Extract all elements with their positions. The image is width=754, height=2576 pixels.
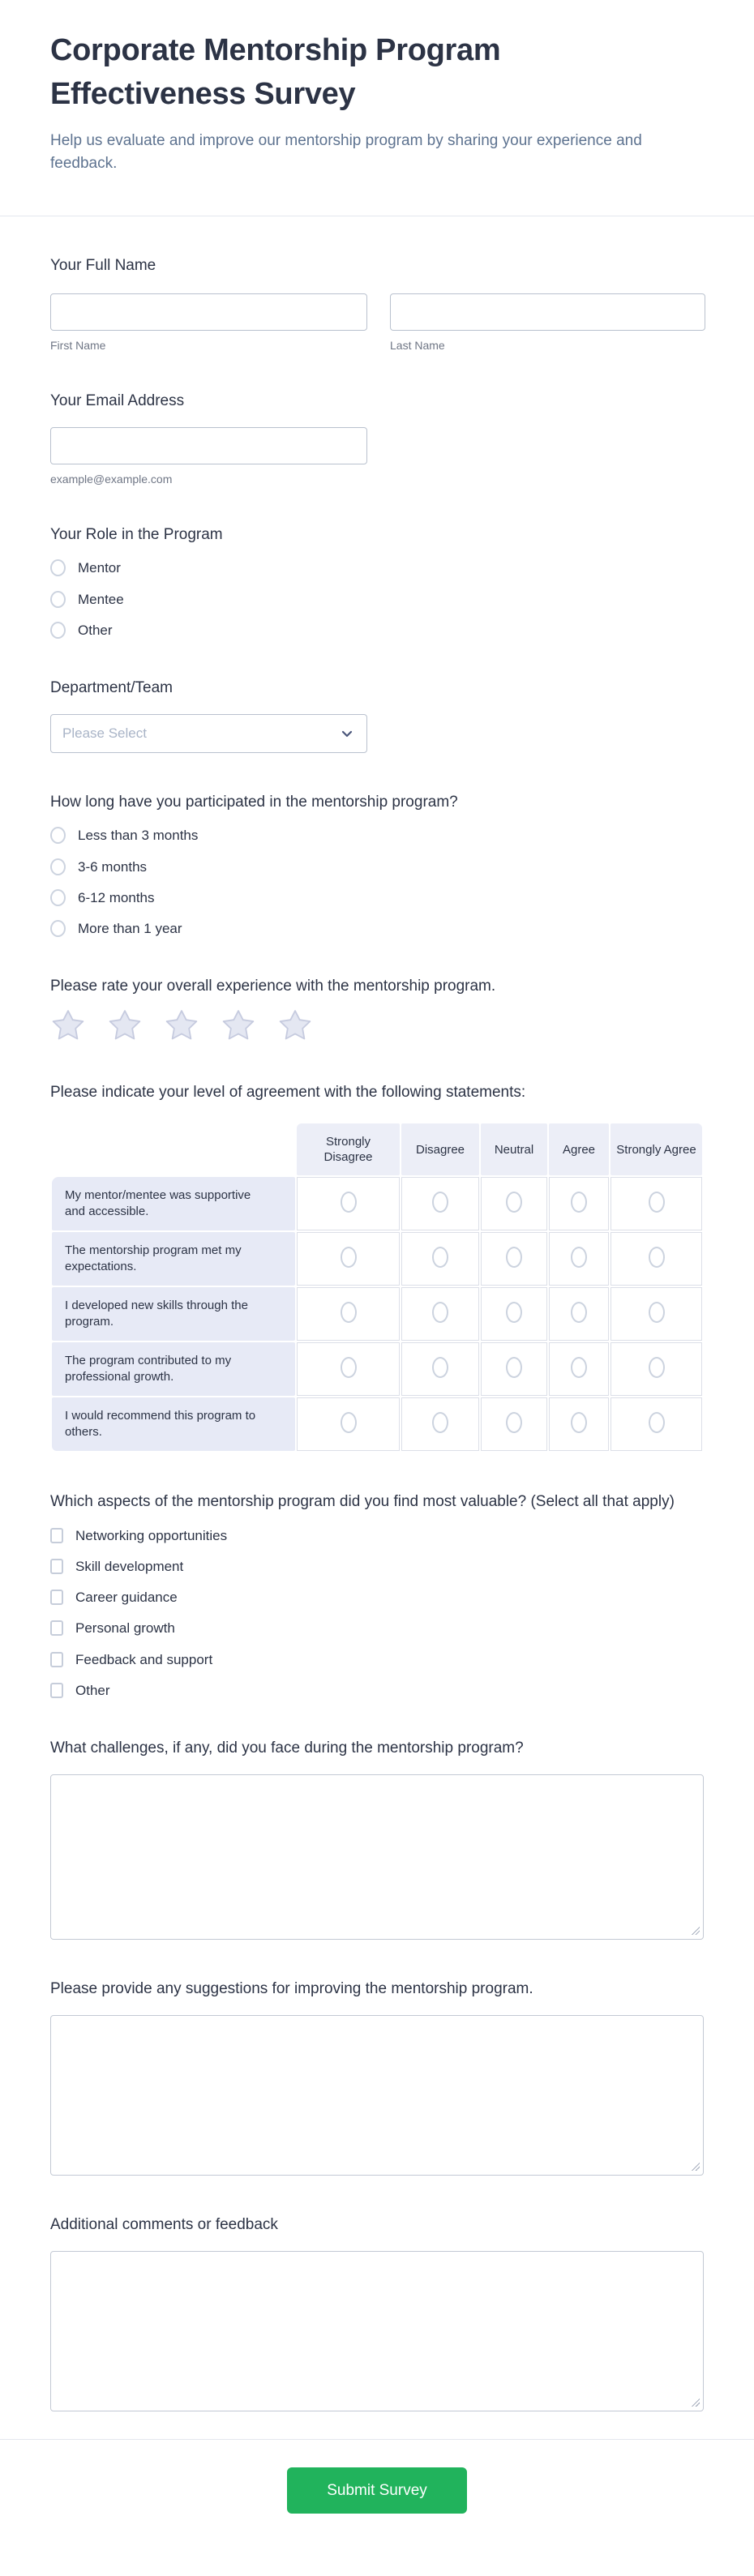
aspects-label: Which aspects of the mentorship program did you find most valuable? (Select all that apply) [50,1493,675,1511]
duration-radio-option[interactable] [50,920,704,937]
radio-option-label: Mentee [78,591,124,607]
matrix-radio-icon[interactable] [341,1412,357,1433]
matrix-column-header: Disagree [401,1123,479,1175]
checkbox-icon[interactable] [50,1683,63,1698]
resize-grip-icon[interactable] [692,2163,700,2171]
radio-button-icon[interactable] [50,559,66,576]
matrix-column-header: Agree [549,1123,609,1175]
matrix-radio-icon[interactable] [571,1302,587,1323]
matrix-radio-icon[interactable] [432,1412,448,1433]
matrix-radio-icon[interactable] [341,1302,357,1323]
checkbox-option-label: Feedback and support [75,1651,213,1667]
matrix-cell[interactable] [297,1342,400,1396]
matrix-row [52,1342,702,1396]
submit-survey-button[interactable]: Submit Survey [287,2467,467,2514]
checkbox-icon[interactable] [50,1590,63,1605]
matrix-row-label: The program contributed to my professional growth. [52,1342,295,1396]
matrix-cell[interactable] [610,1232,702,1286]
question-full-name [0,255,754,352]
matrix-cell[interactable] [549,1177,609,1230]
role-options [50,559,704,639]
matrix-cell[interactable] [481,1177,547,1230]
first-name-field [50,293,367,352]
aspect-checkbox-option[interactable] [50,1651,704,1668]
matrix-radio-icon[interactable] [432,1357,448,1378]
matrix-cell[interactable] [297,1397,400,1451]
last-name-input[interactable] [390,293,705,331]
challenges-textarea-wrap [50,1774,704,1940]
aspect-checkbox-option[interactable] [50,1589,704,1606]
matrix-cell[interactable] [297,1287,400,1341]
email-label: Your Email Address [50,392,185,410]
matrix-column-header: Neutral [481,1123,547,1175]
email-input[interactable] [50,427,367,464]
matrix-cell[interactable] [297,1232,400,1286]
duration-radio-option[interactable] [50,827,704,844]
checkbox-icon[interactable] [50,1652,63,1667]
matrix-radio-icon[interactable] [506,1357,522,1378]
duration-label: How long have you participated in the mentorship program? [50,794,458,811]
star-icon[interactable] [50,1008,86,1043]
question-email [0,391,754,486]
matrix-cell[interactable] [610,1397,702,1451]
question-aspects [0,1491,754,1699]
matrix-cell[interactable] [481,1232,547,1286]
last-name-sublabel: Last Name [390,339,445,353]
comments-label: Additional comments or feedback [50,2216,278,2234]
matrix-radio-icon[interactable] [506,1412,522,1433]
radio-option-label: 6-12 months [78,889,155,905]
matrix-row [52,1177,702,1230]
role-radio-option[interactable] [50,591,704,608]
form-subtitle: Help us evaluate and improve our mentorship program by sharing your experience and feedback. [50,131,642,173]
checkbox-option-label: Skill development [75,1558,184,1574]
checkbox-option-label: Networking opportunities [75,1527,228,1543]
radio-option-label: Less than 3 months [78,828,199,844]
radio-option-label: 3-6 months [78,858,148,875]
matrix-cell[interactable] [481,1342,547,1396]
agreement-matrix-table [50,1122,704,1453]
checkbox-option-label: Other [75,1682,110,1698]
matrix-cell[interactable] [401,1342,479,1396]
matrix-radio-icon[interactable] [571,1192,587,1213]
question-duration [0,792,754,937]
form-header [0,0,754,216]
matrix-cell[interactable] [401,1397,479,1451]
aspect-checkbox-option[interactable] [50,1682,704,1699]
matrix-cell[interactable] [549,1342,609,1396]
matrix-radio-icon[interactable] [341,1247,357,1268]
question-comments [0,2214,754,2411]
checkbox-icon[interactable] [50,1528,63,1543]
matrix-cell[interactable] [549,1232,609,1286]
matrix-radio-icon[interactable] [649,1412,665,1433]
question-agreement-matrix [0,1082,754,1453]
matrix-cell[interactable] [297,1177,400,1230]
challenges-label: What challenges, if any, did you face during the mentorship program? [50,1739,524,1757]
department-label: Department/Team [50,679,174,697]
checkbox-option-label: Career guidance [75,1590,178,1605]
aspect-checkbox-option[interactable] [50,1527,704,1544]
matrix-label: Please indicate your level of agreement with the following statements: [50,1084,526,1102]
checkbox-icon[interactable] [50,1620,63,1636]
matrix-radio-icon[interactable] [432,1192,448,1213]
star-icon[interactable] [277,1008,313,1043]
role-radio-option[interactable] [50,559,704,576]
matrix-cell[interactable] [549,1287,609,1341]
matrix-radio-icon[interactable] [571,1357,587,1378]
radio-option-label: Mentor [78,560,121,576]
checkbox-option-label: Personal growth [75,1620,175,1637]
first-name-input[interactable] [50,293,367,331]
resize-grip-icon[interactable] [692,2398,700,2407]
department-select[interactable] [50,714,367,753]
comments-textarea-wrap [50,2251,704,2411]
matrix-radio-icon[interactable] [571,1247,587,1268]
radio-button-icon[interactable] [50,858,66,875]
role-label: Your Role in the Program [50,526,223,544]
matrix-row-label: My mentor/mentee was supportive and accessible. [52,1177,295,1230]
matrix-cell[interactable] [481,1287,547,1341]
rating-label: Please rate your overall experience with the mentorship program. [50,978,496,995]
duration-radio-option[interactable] [50,858,704,875]
suggestions-textarea[interactable] [50,2015,704,2176]
matrix-cell[interactable] [610,1287,702,1341]
aspects-options [50,1527,704,1700]
radio-button-icon[interactable] [50,827,66,844]
suggestions-textarea-wrap [50,2015,704,2176]
matrix-radio-icon[interactable] [341,1192,357,1213]
radio-button-icon[interactable] [50,622,66,639]
matrix-body [52,1177,702,1451]
radio-button-icon[interactable] [50,591,66,608]
comments-textarea[interactable] [50,2251,704,2411]
matrix-cell[interactable] [401,1287,479,1341]
question-rating [0,976,754,1043]
matrix-radio-icon[interactable] [571,1412,587,1433]
question-role [0,524,754,639]
matrix-cell[interactable] [481,1397,547,1451]
suggestions-label: Please provide any suggestions for improving the mentorship program. [50,1980,533,1998]
matrix-cell[interactable] [401,1177,479,1230]
checkbox-icon[interactable] [50,1559,63,1574]
role-radio-option[interactable] [50,622,704,639]
matrix-row-label: I would recommend this program to others. [52,1397,295,1451]
first-name-sublabel: First Name [50,339,106,353]
matrix-radio-icon[interactable] [649,1192,665,1213]
last-name-field [390,293,705,352]
aspect-checkbox-option[interactable] [50,1558,704,1575]
matrix-row-label: I developed new skills through the program. [52,1287,295,1341]
star-rating [50,1008,704,1043]
matrix-radio-icon[interactable] [649,1357,665,1378]
radio-button-icon[interactable] [50,889,66,906]
form-title: Corporate Mentorship Program Effectiveness Survey [50,33,501,111]
challenges-textarea[interactable] [50,1774,704,1940]
matrix-column-header: Strongly Disagree [297,1123,400,1175]
star-icon[interactable] [221,1008,256,1043]
star-icon[interactable] [107,1008,143,1043]
form-footer [0,2439,754,2554]
matrix-radio-icon[interactable] [506,1247,522,1268]
full-name-label: Your Full Name [50,257,156,275]
matrix-radio-icon[interactable] [341,1357,357,1378]
star-icon[interactable] [164,1008,199,1043]
name-fields-row [50,293,704,352]
duration-radio-option[interactable] [50,889,704,906]
matrix-radio-icon[interactable] [649,1302,665,1323]
matrix-radio-icon[interactable] [432,1247,448,1268]
matrix-column-header: Strongly Agree [610,1123,702,1175]
matrix-radio-icon[interactable] [506,1192,522,1213]
aspect-checkbox-option[interactable] [50,1620,704,1637]
radio-option-label: More than 1 year [78,921,182,937]
email-field-wrap [50,427,367,486]
question-suggestions [0,1979,754,2176]
matrix-cell[interactable] [610,1177,702,1230]
matrix-row-label: The mentorship program met my expectations. [52,1232,295,1286]
question-department [0,678,754,753]
matrix-cell[interactable] [610,1342,702,1396]
resize-grip-icon[interactable] [692,1927,700,1935]
email-sublabel: example@example.com [50,473,173,486]
matrix-cell[interactable] [549,1397,609,1451]
matrix-radio-icon[interactable] [506,1302,522,1323]
chevron-down-icon [339,725,355,742]
radio-option-label: Other [78,622,113,638]
department-select-placeholder: Please Select [62,725,147,742]
duration-options [50,827,704,937]
matrix-cell[interactable] [401,1232,479,1286]
radio-button-icon[interactable] [50,920,66,937]
matrix-radio-icon[interactable] [432,1302,448,1323]
matrix-row [52,1397,702,1451]
matrix-header-row [52,1123,702,1175]
question-challenges [0,1738,754,1940]
matrix-row [52,1232,702,1286]
matrix-corner-cell [52,1123,295,1175]
matrix-row [52,1287,702,1341]
matrix-radio-icon[interactable] [649,1247,665,1268]
